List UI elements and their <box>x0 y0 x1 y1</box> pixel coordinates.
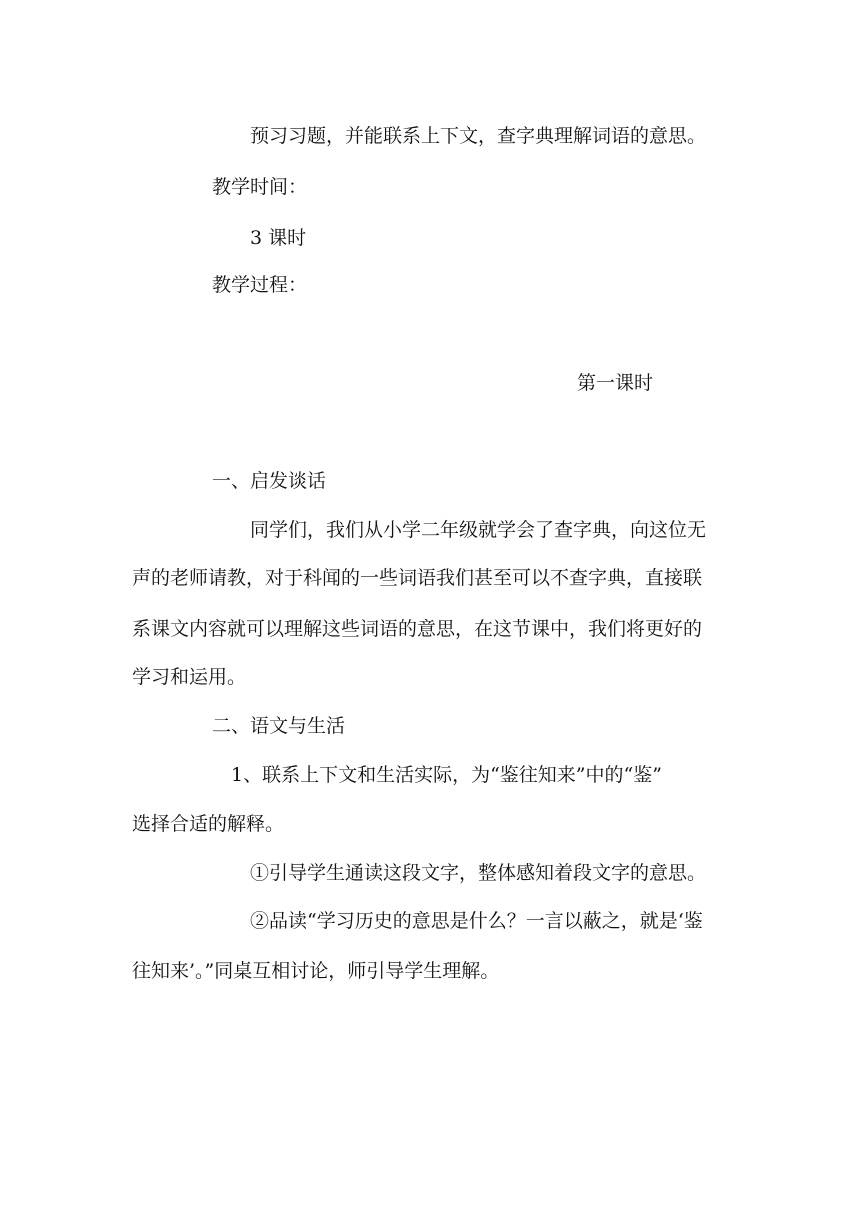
step-2-line-2: 往知来’。”同桌互相讨论，师引导学生理解。 <box>132 960 500 982</box>
teaching-time-label: 教学时间： <box>212 176 308 198</box>
section-1-paragraph-line-2: 声的老师请教，对于科闻的一些词语我们甚至可以不查字典，直接联 <box>132 567 703 589</box>
step-2-line-1: ②品读“学习历史的意思是什么？一言以蔽之，就是‘鉴 <box>250 910 703 932</box>
item-1-line-1: 1、联系上下文和生活实际，为“鉴往知来”中的“鉴” <box>231 764 662 786</box>
teaching-time-value: 3 课时 <box>250 227 307 249</box>
section-2-heading: 二、语文与生活 <box>212 715 346 737</box>
prep-line: 预习习题，并能联系上下文，查字典理解词语的意思。 <box>250 125 707 147</box>
section-1-heading: 一、启发谈话 <box>212 470 327 492</box>
step-1: ①引导学生通读这段文字，整体感知着段文字的意思。 <box>250 862 707 884</box>
item-1-line-2: 选择合适的解释。 <box>132 813 285 835</box>
teaching-process-label: 教学过程： <box>212 274 308 296</box>
section-1-paragraph-line-1: 同学们，我们从小学二年级就学会了查字典，向这位无 <box>250 519 707 541</box>
lesson-title: 第一课时 <box>577 372 654 394</box>
section-1-paragraph-line-3: 系课文内容就可以理解这些词语的意思，在这节课中，我们将更好的 <box>132 618 703 640</box>
section-1-paragraph-line-4: 学习和运用。 <box>132 666 247 688</box>
